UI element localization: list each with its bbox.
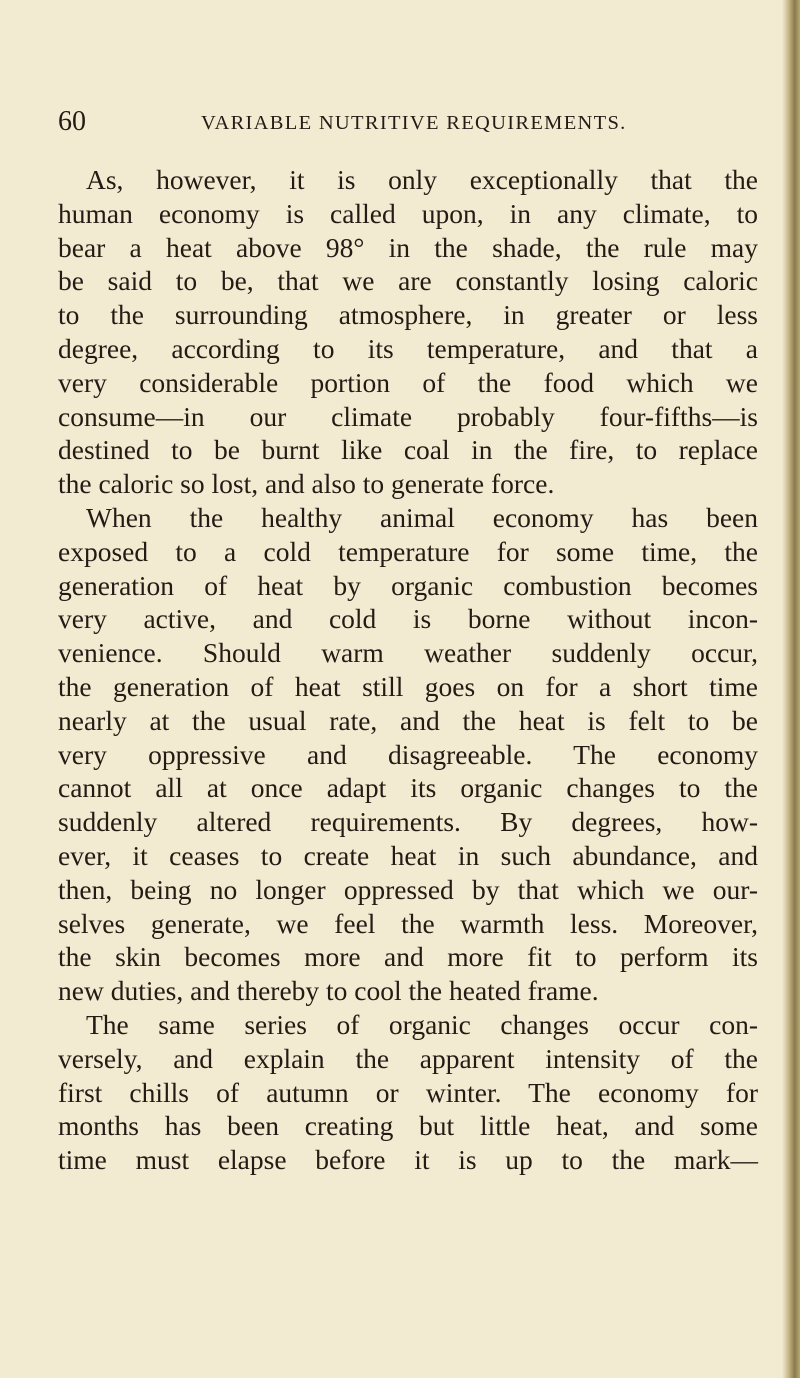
text-line: nearly at the usual rate, and the heat is felt to be: [58, 704, 758, 736]
text-line: exposed to a cold temperature for some time, the: [58, 535, 758, 567]
text-line: very oppressive and disagreeable. The economy: [58, 738, 758, 770]
text-line: generation of heat by organic combustion becomes: [58, 569, 758, 601]
text-line: new duties, and thereby to cool the heated frame.: [58, 975, 599, 1007]
text-line: then, being no longer oppressed by that which we our-: [58, 873, 758, 905]
text-line: very considerable portion of the food which we: [58, 366, 758, 398]
running-title: VARIABLE NUTRITIVE REQUIREMENTS.: [201, 112, 627, 134]
text-line: human economy is called upon, in any climate, to: [58, 197, 758, 229]
text-line: cannot all at once adapt its organic changes to the: [58, 772, 758, 804]
text-line: The same series of organic changes occur con-: [86, 1008, 758, 1040]
text-line: ever, it ceases to create heat in such abundance, and: [58, 839, 758, 871]
text-line: consume—in our climate probably four-fifths—is: [58, 400, 758, 432]
body-text: [58, 163, 758, 1177]
text-line: first chills of autumn or winter. The economy for: [58, 1076, 758, 1108]
page-number: 60: [58, 106, 86, 137]
text-line: the generation of heat still goes on for a short time: [58, 670, 758, 702]
page-header: [58, 106, 758, 138]
text-line: the caloric so lost, and also to generate force.: [58, 468, 555, 500]
text-line: to the surrounding atmosphere, in greater or less: [58, 299, 758, 331]
text-line: the skin becomes more and more fit to perform its: [58, 941, 758, 973]
text-line: bear a heat above 98° in the shade, the rule may: [58, 231, 758, 263]
text-line: suddenly altered requirements. By degrees, how-: [58, 806, 758, 838]
text-line: degree, according to its temperature, and that a: [58, 332, 758, 364]
text-line: versely, and explain the apparent intensity of the: [58, 1042, 758, 1074]
text-line: venience. Should warm weather suddenly occur,: [58, 637, 758, 669]
text-line: When the healthy animal economy has been: [86, 501, 758, 533]
text-line: destined to be burnt like coal in the fire, to replace: [58, 434, 758, 466]
text-line: As, however, it is only exceptionally that the: [86, 164, 758, 195]
text-line: very active, and cold is borne without incon-: [58, 603, 758, 635]
text-line: be said to be, that we are constantly losing caloric: [58, 265, 758, 297]
text-line: time must elapse before it is up to the mark—: [58, 1144, 758, 1176]
text-line: months has been creating but little heat, and some: [58, 1110, 758, 1142]
text-line: selves generate, we feel the warmth less. Moreover,: [58, 907, 758, 939]
page-edge-shadow: [782, 0, 800, 1378]
